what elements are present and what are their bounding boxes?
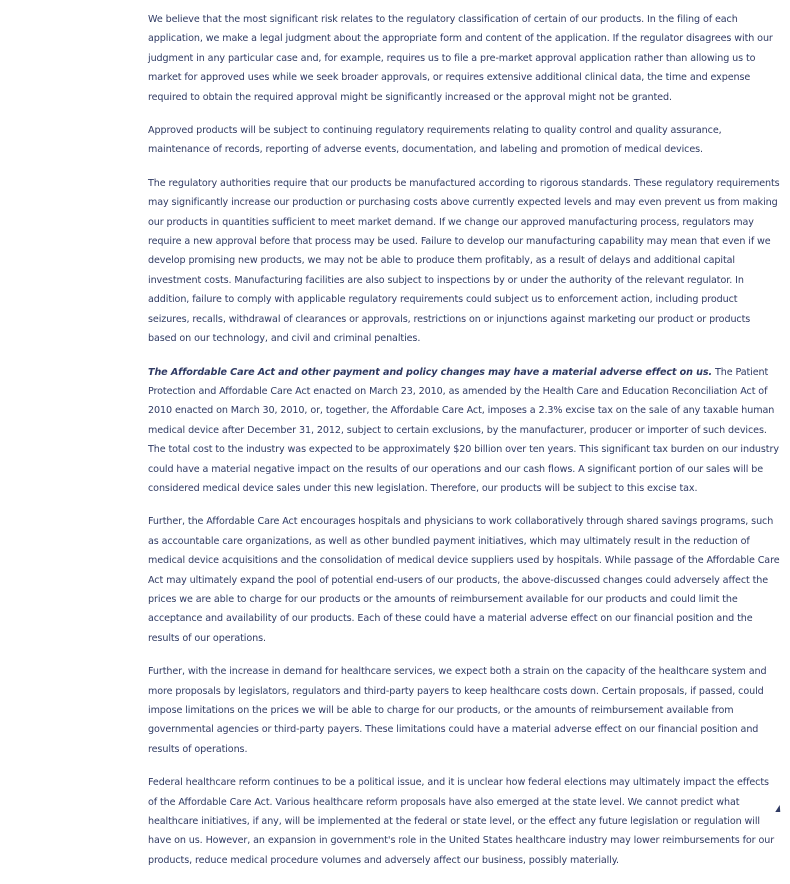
document-body [148,10,780,884]
paragraph-continuing-requirements: Approved products will be subject to continuing regulatory requirements relating to quality control and quality assurance, maintenance of records, reporting of adverse events, documentation, and labeling and promotion of medical devices. [148,125,722,156]
paragraph-federal-reform: Federal healthcare reform continues to be a political issue, and it is unclear how federal elections may ultimately impact the effects of the Affordable Care Act. Various healthcare reform proposals have also emerged at the state level. We cannot predict what healthcare initiatives, if any, will be implemented at the federal or state level, or the effect any future legislation or regulation will have on us. However, an expansion in government's role in the United States healthcare industry may lower reimbursements for our products, reduce medical procedure volumes and adversely affect our business, possibly materially. [148,777,775,866]
paragraph-affordable-care-act [148,363,780,499]
risk-factor-heading: The Affordable Care Act and other payment and policy changes may have a material adverse effect on us. [148,366,713,378]
paragraph-manufacturing-standards: The regulatory authorities require that our products be manufactured according to rigorous standards. These regulatory requirements may significantly increase our production or purchasing costs above currently expected levels and may even prevent us from making our products in quantities sufficient to meet market demand. If we change our approved manufacturing process, regulators may require a new approval before that process may be used. Failure to develop our manufacturing capability may mean that even if we develop promising new products, we may not be able to produce them profitably, as a result of delays and additional capital investment costs. Manufacturing facilities are also subject to inspections by or under the authority of the relevant regulator. In addition, failure to comply with applicable regulatory requirements could subject us to enforcement action, including product seizures, recalls, withdrawal of clearances or approvals, restrictions on or injunctions against marketing our product or products based on our technology, and civil and criminal penalties. [148,177,780,345]
paragraph-healthcare-demand: Further, with the increase in demand for healthcare services, we expect both a strain on the capacity of the healthcare system and more proposals by legislators, regulators and third-party payers to keep healthcare costs down. Certain proposals, if passed, could impose limitations on the prices we will be able to charge for our products, or the amounts of reimbursement available from governmental agencies or third-party payers. These limitations could have a material adverse effect on our financial position and results of operations. [148,666,767,755]
paragraph-shared-savings: Further, the Affordable Care Act encourages hospitals and physicians to work collaboratively through shared savings programs, such as accountable care organizations, as well as other bundled payment initiatives, which may ultimately result in the reduction of medical device acquisitions and the consolidation of medical device suppliers used by hospitals. While passage of the Affordable Care Act may ultimately expand the pool of potential end-users of our products, the above-discussed changes could adversely affect the prices we are able to charge for our products or the amounts of reimbursement available for our products and could limit the acceptance and availability of our products. Each of these could have a material adverse effect on our financial position and the results of our operations. [148,516,780,644]
paragraph-regulatory-classification: We believe that the most significant risk relates to the regulatory classification of certain of our products. In the filing of each application, we make a legal judgment about the appropriate form and content of the application. If the regulator disagrees with our judgment in any particular case and, for example, requires us to file a pre-market approval application rather than allowing us to market for approved uses while we seek broader approvals, or requires extensive additional clinical data, the time and expense required to obtain the required approval might be significantly increased or the approval might not be granted. [148,14,773,103]
risk-factor-body: The Patient Protection and Affordable Care Act enacted on March 23, 2010, as amended by the Health Care and Education Reconciliation Act of 2010 enacted on March 30, 2010, or, together, the Affordable Care Act, imposes a 2.3% excise tax on the sale of any taxable human medical device after December 31, 2012, subject to certain exclusions, by the manufacturer, producer or importer of such devices. The total cost to the industry was expected to be approximately $20 billion over ten years. This significant tax burden on our industry could have a material negative impact on the results of our operations and our cash flows. A significant portion of our sales will be considered medical device sales under this new legislation. Therefore, our products will be subject to this excise tax. [148,366,779,494]
resize-corner-icon [775,805,781,812]
